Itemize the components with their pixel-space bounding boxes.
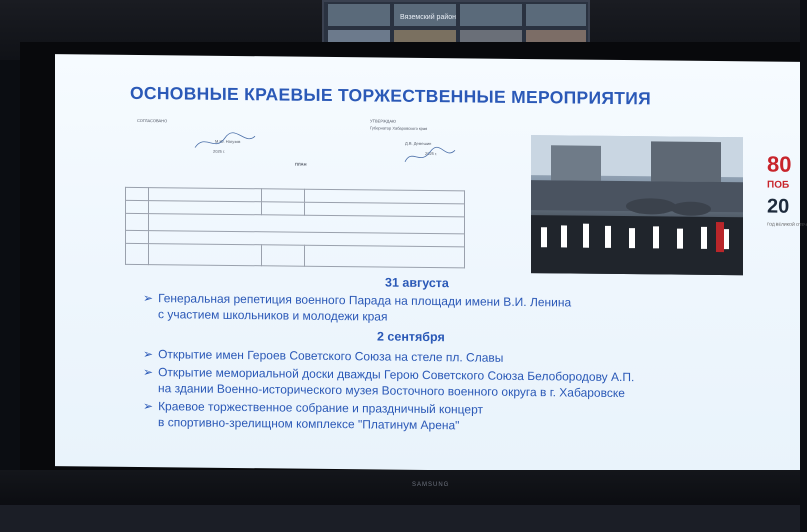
event-line: ➢ Генеральная репетиция военного Парада на площади имени В.И. Ленина bbox=[143, 291, 572, 310]
event-line: с участием школьников и молодежи края bbox=[158, 307, 388, 324]
logo-word: ПОБ bbox=[767, 179, 790, 191]
doc-governor: Губернатор Хабаровского края bbox=[370, 125, 428, 131]
logo-number: 80 bbox=[767, 151, 792, 177]
doc-plan-heading: ПЛАН bbox=[295, 161, 307, 167]
date-heading: 31 августа bbox=[385, 275, 449, 291]
bullet-icon: ➢ bbox=[143, 399, 154, 414]
slide-title: ОСНОВНЫЕ КРАЕВЫЕ ТОРЖЕСТВЕННЫЕ МЕРОПРИЯТИЯ bbox=[130, 82, 651, 109]
signature-right bbox=[400, 140, 460, 171]
doc-commander-name: М.Ю. Нагузов bbox=[215, 138, 241, 145]
parade-photo bbox=[531, 135, 743, 275]
doc-approved: УТВЕРЖДАЮ bbox=[370, 118, 397, 124]
anniversary-logo bbox=[767, 152, 807, 262]
doc-agreed: СОГЛАСОВАНО bbox=[137, 117, 168, 124]
event-line: на здании Военно-исторического музея Восточного военного округа в г. Хабаровске bbox=[158, 381, 625, 401]
logo-subtitle: ГОД ВЕЛИКОЙ ОТЕЧ bbox=[767, 221, 807, 227]
bullet-icon: ➢ bbox=[143, 365, 154, 380]
event-line: ➢ Открытие мемориальной доски дважды Герою Советского Союза Белобородову А.П. bbox=[143, 365, 635, 385]
doc-governor-name: Д.В. Демешин bbox=[405, 140, 432, 147]
doc-year-left: 2025 г. bbox=[213, 148, 226, 154]
event-line: ➢ Краевое торжественное собрание и праздничный концерт bbox=[143, 399, 483, 417]
doc-year-right: 2025 г. bbox=[425, 150, 438, 157]
document-plan bbox=[125, 117, 465, 289]
doc-table bbox=[125, 187, 465, 269]
video-wall-label: Вяземский район bbox=[400, 14, 456, 21]
event-line: в спортивно-зрелищном комплексе "Платинум Арена" bbox=[158, 415, 460, 433]
date-heading: 2 сентября bbox=[377, 329, 445, 345]
bullet-icon: ➢ bbox=[143, 347, 154, 362]
desk-edge bbox=[0, 505, 800, 532]
bullet-icon: ➢ bbox=[143, 291, 154, 306]
event-line: ➢ Открытие имен Героев Советского Союза на стеле пл. Славы bbox=[143, 347, 504, 365]
presentation-slide bbox=[55, 54, 807, 474]
signature-left bbox=[190, 128, 260, 159]
monitor-brand: SAMSUNG bbox=[412, 482, 450, 488]
logo-year: 20 bbox=[767, 195, 790, 218]
